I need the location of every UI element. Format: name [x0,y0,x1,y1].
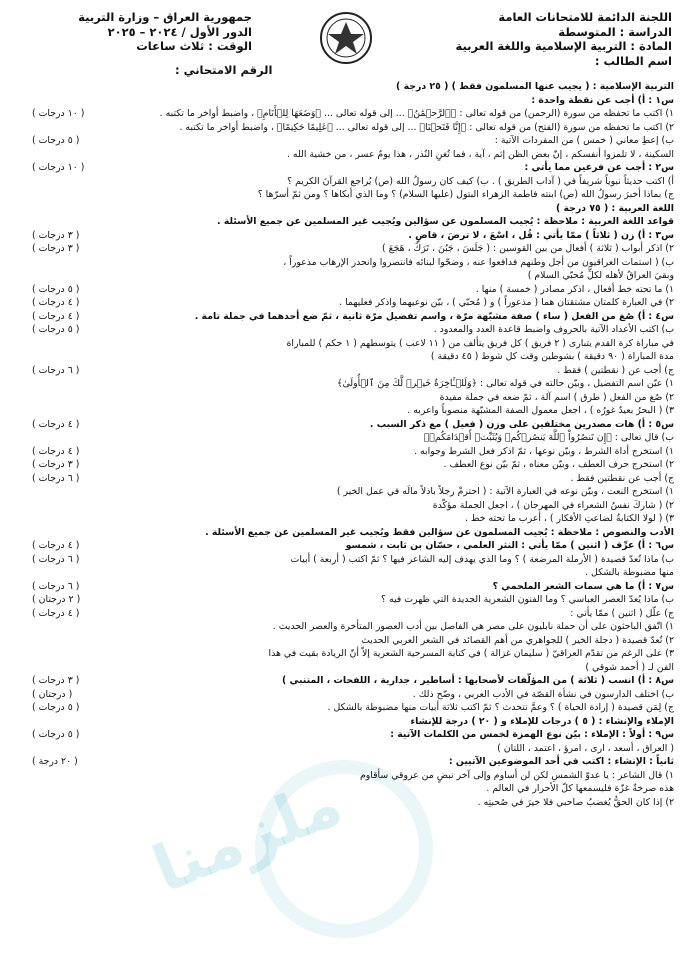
exam-line [14,283,674,297]
exam-line-text: الإملاء والإنشاء : ( ٥ ) درجات للإملاء و ( ٢٠ ) درجة للإنشاء [410,715,674,727]
exam-line [14,148,674,162]
exam-line-text: قواعد اللغة العربية : ملاحظة : يُجيب المسلمون عن سؤالين ويُجيب غير المسلمين عن جميع الأسئلة . [217,216,674,227]
exam-line [14,134,674,148]
exam-line [14,350,674,364]
marks-label: ( ٥ درجات ) [32,324,80,335]
exam-line-text: س٥ : أ) هات مصدرين مختلفين على وزن ( فعيل ) مع ذكر السبب . [369,418,674,430]
exam-line-text: الأدب والنصوص : ملاحظة : يُجيب المسلمون عن سؤالين فقط ويُجيب غير المسلمين عن جميع الأسئلة . [205,526,674,538]
exam-line-text: س٧ : أ) ما هي سمات الشعر الملحمي ؟ [492,580,674,592]
exam-body [14,80,674,809]
exam-line-text: ١) قال الشاعر : يا عدوّ الشمسِ لكن لن أساوم وإلى آخر نبضٍ من عروقي سأقاوم [359,769,674,781]
marks-label: ( ٦ درجات ) [32,553,80,565]
marks-label: ( ٥ درجات ) [32,729,80,740]
exam-line [14,229,674,243]
exam-line [14,391,674,405]
exam-line [14,472,674,486]
exam-line [14,661,674,675]
subject: المادة : التربية الإسلامية واللغة العربية [455,39,672,53]
exam-line [14,607,674,621]
exam-line [14,674,674,688]
exam-line [14,580,674,594]
exam-line-text: السكينة ، لا تلمزوا أنفسكم ، إنّ بعض الظن إثم ، آية ، فما تُغنِ النُذر ، هذا يومٌ عسر ، من خشية الله . [286,148,674,160]
exam-line [14,458,674,472]
exam-line-text: ج) علّل ( اثنين ) ممّا يأتي : [570,607,674,619]
marks-label: ( ٣ درجات ) [32,675,80,686]
exam-line-text: س٨ : أ) انسب ( ثلاثة ) من المؤلّفات لأصحابها : أساطير ، جدارية ، اللفحات ، المتنبي ) [282,675,674,686]
exam-line [14,728,674,742]
marks-label: ( ٢ درجتان ) [32,594,81,605]
exam-line-text: مدة المباراة ( ٩٠ دقيقة ) بشوطين وقت كل شوط ( ٤٥ دقيقة ) [430,351,674,362]
exam-line-text: هذه صرخةٌ غزّة فليسمعها كلّ الأحرار في العالم . [486,783,674,794]
exam-line [14,499,674,513]
exam-line [14,161,674,175]
exam-line [14,445,674,459]
marks-label: ( ٦ درجات ) [32,580,80,592]
exam-line-text: ج) أجب عن نقطتين فقط . [570,472,674,484]
marks-label: ( درجتان ) [32,688,73,700]
exam-line-text: س٣ : أ) زن ( ثلاثاً ) ممّا يأتي : قُل ، اسْعَ ، لا ترضَ ، قاضٍ . [408,229,674,241]
exam-line [14,431,674,445]
exam-line-text: ١) اكتب ما تحفظه من سورة (الرحمن) من قوله تعالى : ﴿ٱلرَّحۡمَٰنُ﴾ ... إلى قوله تعالى ... ﴿وَضَعَهَا لِلۡأَنَامِ﴾ ، واضبط أواخر ما تكتبه . [159,108,674,119]
exam-line-text: ١) استخرج أداة الشرط ، وبيّن نوعها ، ثمّ اذكر فعل الشرط وجوابه . [414,445,674,457]
exam-line-text: ٢) اكتب ما تحفظه من سورة (الفتح) من قوله تعالى : ﴿إِنَّا فَتَحۡنَا﴾ ... إلى قوله تعالى ... ﴿عَلِيمًا حَكِيمًا﴾ ، واضبط أواخر ما تكتبه . [179,121,674,133]
exam-line-text: في مباراة كرة القدم يتبارى ( ٢ فريق ) كل فريق يتألف من ( ١١ لاعب ) يتوسطهم ( ١ حكم ) للمباراة [286,337,674,349]
exam-line [14,553,674,567]
watermark: ملزمنا [143,766,353,908]
exam-line-text: ب) ( استمات العراقيون من أجل وطنهم فدافعوا عنه ، وضحّوا لبنائه فانتصروا وانحدر الإرهاب مذعوراً ، [283,256,674,268]
exam-line [14,593,674,607]
exam-line [14,188,674,202]
exam-line [14,337,674,351]
exam-line [14,94,674,108]
exam-line [14,364,674,378]
exam-line [14,310,674,324]
exam-line-text: ٣) على الرغم من تقدّم العراقيّ ( سليمان غزالة ) في كتابة المسرحية الشعرية إلاّ أنّ الريادة بقيت في هذا [268,648,674,659]
marks-label: ( ٣ درجات ) [32,459,80,470]
exam-line [14,715,674,729]
exam-line [14,782,674,796]
exam-line-text: اللغة العربية : ( ٧٥ درجة ) [555,202,674,214]
exam-line [14,242,674,256]
exam-line-text: ثانياً : الإنشاء : اكتب في أحد الموضوعين الآتيين : [448,756,674,767]
marks-label: ( ٤ درجات ) [32,297,80,308]
exam-line-text: ب) إعطِ معاني ( خمس ) من المفردات الآتية : [494,135,674,146]
exam-line [14,755,674,769]
exam-line-text: ١) اتّفق الباحثون على أن حملة نابليون على مصر هي الفاصل بين أدب العصور المتأخرة والعصر الحديث . [272,621,674,632]
exam-line [14,175,674,189]
exam-line-text: التربية الإسلامية : ( يجيب عنها المسلمون فقط ) ( ٢٥ درجة ) [396,81,674,92]
exam-line [14,566,674,580]
exam-number-label: الرقم الامتحاني : [175,63,273,77]
marks-label: ( ٥ درجات ) [32,135,80,146]
marks-label: ( ٥ درجات ) [32,702,80,713]
marks-label: ( ٦ درجات ) [32,472,80,484]
exam-line-text: منها مضبوطة بالشكل . [585,567,674,578]
exam-line-text: ٣) ( البحرُ بعيدٌ غورُه ) ، اجعل معمول الصفة المشبّهة منصوباً واعربه . [407,405,674,416]
exam-line-text: س٢ : أجب عن فرعين مما يأتي : [524,162,674,173]
marks-label: ( ٣ درجات ) [32,243,80,254]
exam-line-text: وبقيَ العراقُ لأهله لكلِّ مُحبّي السلام ) [527,270,674,281]
exam-line-text: ٢) اذكر أبواب ( ثلاثة ) أفعال من بين القوسين : ( جَلَسَ ، جَبُنَ ، تَرَكَ ، هَجَعَ ) [382,243,674,254]
exam-line [14,202,674,216]
exam-line [14,620,674,634]
marks-label: ( ٤ درجات ) [32,540,80,551]
exam-line-text: ج) لِمَن قصيدة ( إرادة الحياة ) ؟ وعمَّ تتحدث ؟ ثمّ اكتب ثلاثة أبيات منها مضبوطة بالشكل . [327,702,674,713]
exam-line [14,526,674,540]
exam-round: الدور الأول / ٢٠٢٤ – ٢٠٢٥ [107,24,252,39]
exam-line [14,742,674,756]
exam-line-text: ١) ما تحته خط أفعال ، اذكر مصادر ( خمسة ) منها . [475,283,674,295]
exam-line-text: ٢) إذا كان الحقُّ يُغضبُ صاحبي فلا خيرَ في صُحبتِه . [477,796,674,808]
exam-line [14,269,674,283]
country-ministry: جمهورية العراق – وزارة التربية [78,10,252,24]
exam-line-text: ١) عيّن اسم التفضيل ، وبيّن حالته في قوله تعالى : ﴿وَلَلۡـَٔاخِرَةُ خَيۡرٞ لَّكَ مِنَ ٱلۡأُولَىٰ﴾ [336,378,674,389]
exam-line-text: ب) اختلف الدارسون في نشأة القصّة في الأدب العربي ، وضّح ذلك . [412,688,674,700]
marks-label: ( ٣ درجات ) [32,229,80,241]
exam-line-text: ج) بماذا أخبرَ رسولُ الله (ص) ابنته فاطمة الزهراء البتول (عليها السلام) ؟ وما الذي أبكاها ؟ ومن ثمّ أسرّها ؟ [257,189,674,200]
exam-line [14,107,674,121]
exam-line-text: ٢) صُغ من الفعل ( طرق ) اسم آلة ، ثمّ ضعه في جملة مفيدة [439,391,674,403]
exam-line [14,539,674,553]
exam-line-text: ج) أجب عن ( نقطتين ) فقط . [557,364,674,376]
exam-line-text: ( العراق ، أسعد ، ارى ، امرؤ ، اعتمد ، اللتان ) [497,742,674,754]
exam-time: الوقت : ثلاث ساعات [136,39,252,53]
exam-line-text: أ) اكتب حديثاً نبوياً شريفاً في ( آداب الطريق ) . ب) كيف كان رسولُ الله (ص) يُراجع القرآنَ الكريم ؟ [287,175,674,187]
exam-line [14,296,674,310]
exam-line-text: س١ : أ) أجب عن نقطة واحدة : [531,94,674,106]
exam-line [14,377,674,391]
marks-label: ( ٤ درجات ) [32,607,80,619]
exam-line [14,647,674,661]
exam-line [14,688,674,702]
exam-line [14,701,674,715]
exam-line [14,769,674,783]
exam-line-text: ب) قال تعالى : ﴿إِن تَنصُرُواْ ٱللَّهَ يَنصُرۡكُمۡ وَيُثَبِّتۡ أَقۡدَامَكُمۡ﴾ [423,432,674,443]
exam-line-text: س٩ : أولاً : الإملاء : بيّن نوع الهمزة لخمس من الكلمات الآتية : [390,729,674,740]
exam-line [14,215,674,229]
exam-line-text: س٤ : أ) صُغ من الفعل ( ساء ) صفة مشبّهة مرّة ، واسم تفضيل مرّة ثانية ، ثمّ ضع أحدهما في جملة تامة . [194,310,674,322]
marks-label: ( ٥ درجات ) [32,283,80,295]
exam-line [14,323,674,337]
exam-line-text: ب) ماذا يُعدّ العصر العباسي ؟ وما الفنون الشعرية الجديدة التي ظهرت فيه ؟ [381,594,674,605]
marks-label: ( ٤ درجات ) [32,310,80,322]
exam-line [14,404,674,418]
marks-label: ( ٤ درجات ) [32,418,80,430]
exam-line-text: ٢) تُعدّ قصيدة ( دجلة الخير ) للجواهري من أهم القصائد في الشعر العربي الحديث [361,634,674,646]
study-level: الدراسة : المتوسطة [558,24,672,39]
exam-line-text: ٢) استخرج حرف العطف ، وبيّن معناه ، ثمّ بيّن نوع العطف . [443,459,674,470]
exam-line [14,418,674,432]
committee-name: اللجنة الدائمة للامتحانات العامة [498,10,672,24]
exam-line-text: ٣) ( لولا الكتابةُ لضاعتِ الأفكار ) ، أعرب ما تحته خط . [464,513,674,524]
exam-line [14,80,674,94]
exam-line-text: ب) ماذا تُعدّ قصيدة ( الأرملة المرضعة ) ؟ وما الذي يهدف إليه الشاعر فيها ؟ ثمّ اكتب ( أربعة ) أبيات [290,553,674,565]
marks-label: ( ١٠ درجات ) [32,162,85,173]
exam-line-text: ٢) في العبارة كلمتان مشتقتان هما ( مذعوراً ) و ( مُحبّي ) ، بيّن نوعيهما واذكر فعليهما . [339,297,674,308]
marks-label: ( ٦ درجات ) [32,364,80,376]
marks-label: ( ٤ درجات ) [32,445,80,457]
ministry-emblem-icon [318,10,374,66]
exam-line [14,796,674,810]
exam-line [14,121,674,135]
exam-line-text: ١) استخرج النعت ، وبيّن نوعه في العبارة الآتية : ( احترمْ رجلاً باذلاً مالَه في عمل الخير ) [336,486,674,497]
student-name-label: اسم الطالب : [594,53,672,68]
marks-label: ( ١٠ درجات ) [32,108,85,119]
header-left [22,10,252,54]
exam-line-text: ٢) ( شاركَ نفسُ الشعراء في المهرجان ) ، اجعل الجملة مؤكّدة [432,499,674,511]
marks-label: ( ٢٠ درجة ) [32,756,78,767]
exam-line [14,634,674,648]
header-right [456,10,672,68]
exam-line [14,512,674,526]
exam-line-text: ب) اكتب الأعداد الآتية بالحروف واضبط قاعدة العدد والمعدود . [433,324,674,335]
exam-line [14,485,674,499]
exam-line [14,256,674,270]
exam-line-text: الفن لـ ( أحمد شوقي ) [585,661,674,673]
exam-line-text: س٦ : أ) عرِّف ( اثنين ) ممّا يأتي : النثر العلمي ، حسّان بن ثابت ، شمسو [345,540,674,551]
